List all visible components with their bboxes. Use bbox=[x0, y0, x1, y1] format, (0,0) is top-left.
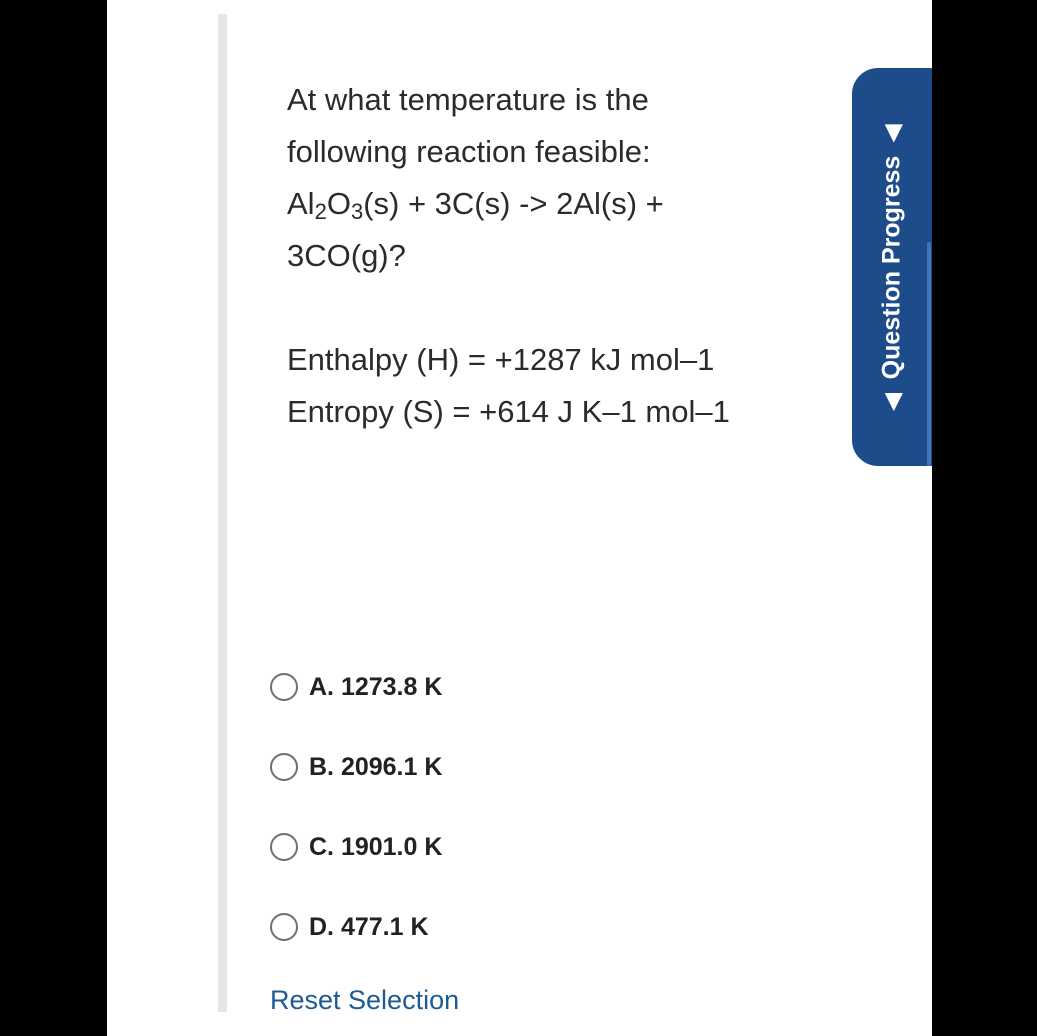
reaction-o: O bbox=[326, 186, 351, 221]
question-reaction bbox=[287, 178, 747, 282]
question-prompt: At what temperature is the following reaction feasible: bbox=[287, 82, 651, 169]
progress-tab-content bbox=[878, 110, 907, 424]
question-progress-tab[interactable] bbox=[852, 68, 932, 466]
option-a[interactable] bbox=[270, 670, 442, 704]
option-a-label: A. 1273.8 K bbox=[309, 672, 443, 701]
question-text bbox=[287, 74, 747, 438]
reaction-sub-2: 3 bbox=[350, 199, 364, 224]
entropy-line: Entropy (S) = +614 J K–1 mol–1 bbox=[287, 394, 730, 429]
arrow-right-icon: ◀ bbox=[879, 124, 905, 142]
spacer bbox=[287, 282, 747, 334]
progress-tab-label: Question Progress bbox=[877, 155, 906, 379]
option-b-label: B. 2096.1 K bbox=[309, 752, 443, 781]
progress-scrollbar[interactable] bbox=[927, 242, 931, 466]
progress-tab-inner bbox=[852, 68, 932, 466]
enthalpy-line: Enthalpy (H) = +1287 kJ mol–1 bbox=[287, 342, 715, 377]
radio-d[interactable] bbox=[270, 913, 298, 941]
radio-b[interactable] bbox=[270, 753, 298, 781]
reset-selection-link[interactable]: Reset Selection bbox=[270, 985, 460, 1015]
option-d-label: D. 477.1 K bbox=[309, 912, 429, 941]
radio-c[interactable] bbox=[270, 833, 298, 861]
option-d[interactable] bbox=[270, 910, 429, 944]
reaction-al: Al bbox=[287, 186, 315, 221]
option-c-label: C. 1901.0 K bbox=[309, 832, 443, 861]
reaction-rest: (s) + 3C(s) -> 2Al(s) + 3CO(g)? bbox=[287, 186, 664, 273]
option-b[interactable] bbox=[270, 750, 442, 784]
page bbox=[107, 0, 932, 1036]
reaction-sub-1: 2 bbox=[314, 199, 327, 224]
left-rule bbox=[218, 14, 227, 1012]
radio-a[interactable] bbox=[270, 673, 298, 701]
option-c[interactable] bbox=[270, 830, 442, 864]
arrow-left-icon: ◀ bbox=[879, 392, 905, 410]
